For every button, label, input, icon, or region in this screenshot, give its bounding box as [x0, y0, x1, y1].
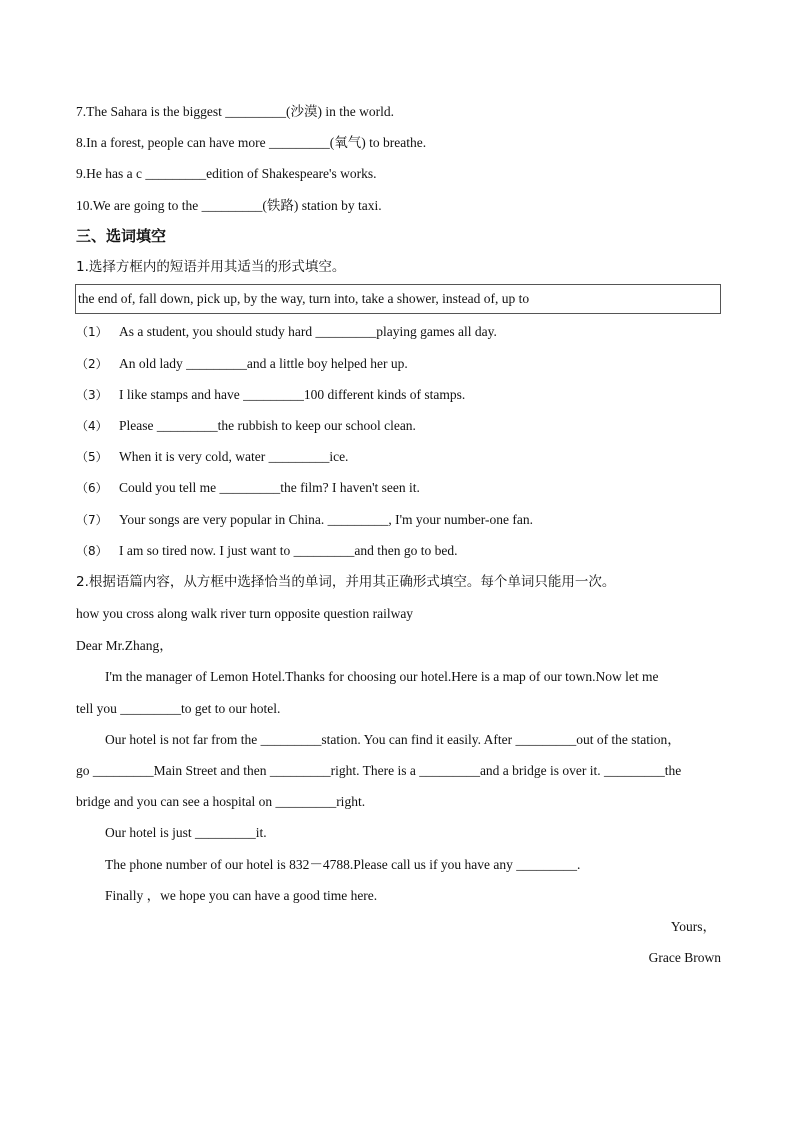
- task-2-instruction: 2.根据语篇内容，从方框中选择恰当的单词，并用其正确形式填空。每个单词只能用一次。: [76, 574, 616, 590]
- letter-line-4: go _________Main Street and then _________right. There is a _________and a bridge is over it. _________the: [76, 763, 682, 778]
- task-1-instruction: 1.选择方框内的短语并用其适当的形式填空。: [76, 259, 346, 275]
- task-1-item-8-text: I am so tired now. I just want to _________and then go to bed.: [119, 543, 458, 558]
- question-9: 9.He has a c _________edition of Shakespeare's works.: [76, 166, 377, 181]
- task-1-item-6-number: （6）: [76, 481, 108, 495]
- task-1-item-1-number: （1）: [76, 325, 108, 339]
- question-7: 7.The Sahara is the biggest _________(沙漠) in the world.: [76, 104, 394, 119]
- task-1-item-6-text: Could you tell me _________the film? I haven't seen it.: [119, 480, 420, 495]
- letter-line-5: bridge and you can see a hospital on _________right.: [76, 794, 366, 809]
- task-1-item-4-text: Please _________the rubbish to keep our school clean.: [119, 418, 416, 433]
- letter-signature: Grace Brown: [648, 950, 721, 965]
- task-1-item-8-number: （8）: [76, 544, 108, 558]
- letter-line-6: Our hotel is just _________it.: [105, 825, 267, 840]
- task-1-item-3-number: （3）: [76, 388, 108, 402]
- letter-line-1: I'm the manager of Lemon Hotel.Thanks for choosing our hotel.Here is a map of our town.Now let me: [105, 669, 659, 684]
- task-1-item-2-number: （2）: [76, 357, 108, 371]
- task-1-item-2-text: An old lady _________and a little boy helped her up.: [119, 356, 408, 371]
- task-1-item-5-text: When it is very cold, water _________ice.: [119, 449, 349, 464]
- task-1-item-7-text: Your songs are very popular in China. _________, I'm your number-one fan.: [119, 512, 533, 527]
- task-1-item-1-text: As a student, you should study hard _________playing games all day.: [119, 324, 497, 339]
- letter-line-3: Our hotel is not far from the _________station. You can find it easily. After _________out of the station，: [105, 732, 681, 747]
- task-1-item-4-number: （4）: [76, 419, 108, 433]
- letter-line-7: The phone number of our hotel is 832－4788.Please call us if you have any _________.: [105, 857, 581, 872]
- letter-closing: Yours，: [670, 919, 716, 934]
- task-2-word-list: how you cross along walk river turn opposite question railway: [76, 606, 414, 621]
- task-1-item-3-text: I like stamps and have _________100 different kinds of stamps.: [119, 387, 466, 402]
- phrase-box-text: the end of, fall down, pick up, by the way, turn into, take a shower, instead of, up to: [78, 291, 530, 306]
- question-8: 8.In a forest, people can have more _________(氧气) to breathe.: [76, 135, 427, 150]
- task-1-item-7-number: （7）: [76, 513, 108, 527]
- letter-greeting: Dear Mr.Zhang，: [76, 638, 173, 653]
- section-3-title: 三、选词填空: [76, 227, 167, 245]
- task-1-item-5-number: （5）: [76, 450, 108, 464]
- phrase-box: [75, 284, 721, 314]
- question-10: 10.We are going to the _________(铁路) station by taxi.: [76, 198, 382, 213]
- letter-line-8: Finally ，we hope you can have a good time here.: [105, 888, 378, 903]
- letter-line-2: tell you _________to get to our hotel.: [76, 701, 281, 716]
